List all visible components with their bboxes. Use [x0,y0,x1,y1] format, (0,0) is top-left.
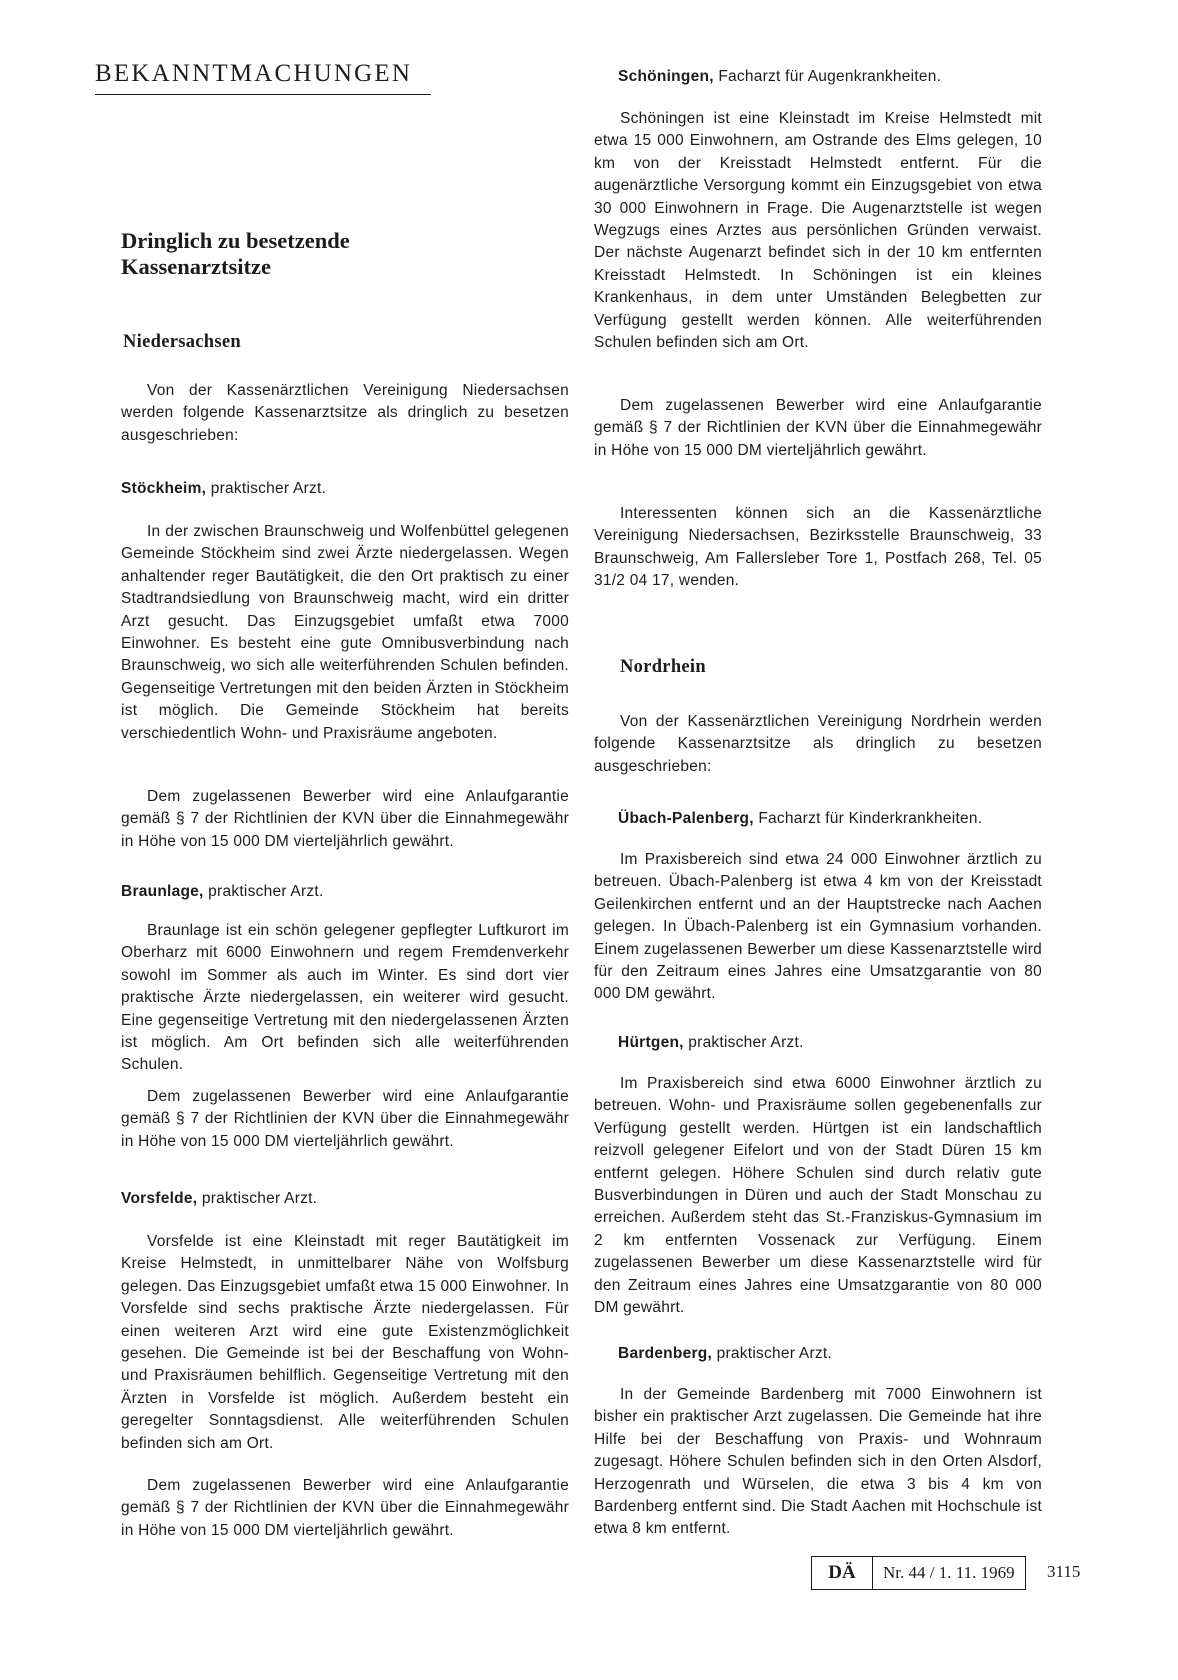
footer-masthead [811,1556,1026,1590]
intro-niedersachsen: Von der Kassenärztlichen Vereinigung Niedersachsen werden folgende Kassenarztsitze als dringlich zu besetzen ausgeschrieben: [121,382,569,444]
posting-specialty: Facharzt für Augenkrankheiten. [718,68,942,85]
posting-heading-stoeckheim [121,480,326,498]
posting-place: Stöckheim, [121,480,207,497]
posting-body-huertgen: Im Praxisbereich sind etwa 6000 Einwohner ärztlich zu betreuen. Wohn- und Praxisräume sollen gegebenenfalls zur Verfügung gestellt werden. Hürtgen ist ein landschaftlich reizvoll gelegener Eifelort und von der Stadt Düren 15 km entfernt gelegen. Höhere Schulen sind durch relativ gute Busverbindungen in Düren und auch der Stadt Monschau zu erreichen. Außerdem steht das St.-Franziskus-Gymnasium im 2 km entfernten Vossenack zur Verfügung. Einem zugelassenen Bewerber um diese Kassenarztstelle wird für den Zeitraum eines Jahres eine Umsatzgarantie von 80 000 DM gewährt. [594,1075,1042,1317]
journal-logo: DÄ [812,1557,873,1589]
posting-heading-braunlage [121,883,324,901]
posting-heading-vorsfelde [121,1190,317,1208]
posting-heading-uebach-palenberg [618,810,982,828]
posting-specialty: praktischer Arzt. [716,1345,832,1362]
posting-place: Übach-Palenberg, [618,810,754,827]
region-heading-niedersachsen: Niedersachsen [123,332,241,352]
page-title [121,228,350,280]
posting-place: Schöningen, [618,68,714,85]
posting-body-braunlage: Braunlage ist ein schön gelegener gepflegter Luftkurort im Oberharz mit 6000 Einwohnern und regem Fremdenverkehr sowohl im Sommer als auch im Winter. Es sind dort vier praktische Ärzte niedergelassen, ein weiterer wird gesucht. Eine gegenseitige Vertretung mit den niedergelassenen Ärzten ist möglich. Am Ort befinden sich alle weiterführenden Schulen. [121,922,569,1074]
posting-place: Hürtgen, [618,1034,684,1051]
page-number: 3115 [1047,1562,1081,1581]
posting-heading-bardenberg [618,1345,832,1363]
posting-body-uebach-palenberg: Im Praxisbereich sind etwa 24 000 Einwohner ärztlich zu betreuen. Übach-Palenberg ist etwa 4 km von der Kreisstadt Geilenkirchen entfernt und an der Hauptstrecke nach Aachen gelegen. In Übach-Palenberg ist ein Gymnasium vorhanden. Einem zugelassenen Bewerber um diese Kassenarztstelle wird für den Zeitraum eines Jahres eine Umsatzgarantie von 80 000 DM gewährt. [594,851,1042,1003]
issue-info: Nr. 44 / 1. 11. 1969 [883,1563,1015,1582]
posting-specialty: praktischer Arzt. [208,883,324,900]
posting-heading-huertgen [618,1034,804,1052]
posting-place: Braunlage, [121,883,204,900]
posting-place: Bardenberg, [618,1345,713,1362]
contact-niedersachsen: Interessenten können sich an die Kassenärztliche Vereinigung Niedersachsen, Bezirksstelle Braunschweig, 33 Braunschweig, Am Fallersleber Tore 1, Postfach 268, Tel. 05 31/2 04 17, wenden. [594,505,1042,590]
posting-specialty: praktischer Arzt. [210,480,327,497]
posting-body-stoeckheim: In der zwischen Braunschweig und Wolfenbüttel gelegenen Gemeinde Stöckheim sind zwei Ärzte niedergelassen. Wegen anhaltender reger Bautätigkeit, die den Ort praktisch zu einer Stadtrandsiedlung von Braunschweig macht, wird ein dritter Arzt gesucht. Das Einzugsgebiet umfaßt etwa 7000 Einwohner. Es besteht eine gute Omnibusverbindung nach Braunschweig, wo sich alle weiterführenden Schulen befinden. Gegenseitige Vertretungen mit den beiden Ärzten in Stöckheim ist möglich. Die Gemeinde Stöckheim hat bereits verschiedentlich Wohn- und Praxisräume angeboten. [121,523,569,742]
page-title-line-1: Dringlich zu besetzende [121,228,350,253]
posting-body-schoeningen: Schöningen ist eine Kleinstadt im Kreise Helmstedt mit etwa 15 000 Einwohnern, am Ostrande des Elms gelegen, 10 km von der Kreisstadt Helmstedt entfernt. Für die augenärztliche Versorgung kommt ein Einzugsgebiet von etwa 30 000 Einwohnern in Frage. Die Augenarztstelle ist wegen Wegzugs eines Arztes aus persönlichen Gründen verwaist. Der nächste Augenarzt befindet sich in der 10 km entfernten Kreisstadt Helmstedt. In Schöningen ist ein kleines Krankenhaus, in dem unter Umständen Belegbetten zur Verfügung gestellt werden können. Alle weiterführenden Schulen befinden sich am Ort. [594,110,1042,352]
posting-place: Vorsfelde, [121,1190,198,1207]
posting-heading-schoeningen [618,68,941,86]
intro-nordrhein: Von der Kassenärztlichen Vereinigung Nordrhein werden folgende Kassenarztsitze als dringlich zu besetzen ausgeschrieben: [594,713,1042,775]
posting-guarantee-vorsfelde: Dem zugelassenen Bewerber wird eine Anlaufgarantie gemäß § 7 der Richtlinien der KVN über die Einnahmegewähr in Höhe von 15 000 DM vierteljährlich gewährt. [121,1477,569,1539]
region-heading-nordrhein: Nordrhein [620,657,706,677]
posting-body-vorsfelde: Vorsfelde ist eine Kleinstadt mit reger Bautätigkeit im Kreise Helmstedt, in unmittelbarer Nähe von Wolfsburg gelegen. Das Einzugsgebiet umfaßt etwa 15 000 Einwohner. In Vorsfelde sind sechs praktische Ärzte niedergelassen. Für einen weiteren Arzt wird eine gute Existenzmöglichkeit gesehen. Die Gemeinde ist bei der Beschaffung von Wohn- und Praxisräumen behilflich. Gegenseitige Vertretung mit den Ärzten in Vorsfelde ist möglich. Außerdem besteht ein geregelter Sonntagsdienst. Alle weiterführenden Schulen befinden sich am Ort. [121,1233,569,1452]
posting-guarantee-stoeckheim: Dem zugelassenen Bewerber wird eine Anlaufgarantie gemäß § 7 der Richtlinien der KVN über die Einnahmegewähr in Höhe von 15 000 DM vierteljährlich gewährt. [121,788,569,850]
posting-specialty: praktischer Arzt. [688,1034,804,1051]
posting-guarantee-schoeningen: Dem zugelassenen Bewerber wird eine Anlaufgarantie gemäß § 7 der Richtlinien der KVN über die Einnahmegewähr in Höhe von 15 000 DM vierteljährlich gewährt. [594,397,1042,459]
posting-specialty: Facharzt für Kinderkrankheiten. [758,810,983,827]
posting-specialty: praktischer Arzt. [201,1190,318,1207]
posting-guarantee-braunlage: Dem zugelassenen Bewerber wird eine Anlaufgarantie gemäß § 7 der Richtlinien der KVN über die Einnahmegewähr in Höhe von 15 000 DM vierteljährlich gewährt. [121,1088,569,1150]
page-title-line-2: Kassenarztsitze [121,254,271,279]
posting-body-bardenberg: In der Gemeinde Bardenberg mit 7000 Einwohnern ist bisher ein praktischer Arzt zugelassen. Die Gemeinde hat ihre Hilfe bei der Beschaffung von Praxis- und Wohnraum zugesagt. Höhere Schulen befinden sich in den Orten Alsdorf, Herzogenrath und Würselen, die etwa 3 bis 4 km von Bardenberg entfernt sind. Die Stadt Aachen mit Hochschule ist etwa 8 km entfernt. [594,1386,1042,1538]
section-header: BEKANNTMACHUNGEN [95,60,431,95]
